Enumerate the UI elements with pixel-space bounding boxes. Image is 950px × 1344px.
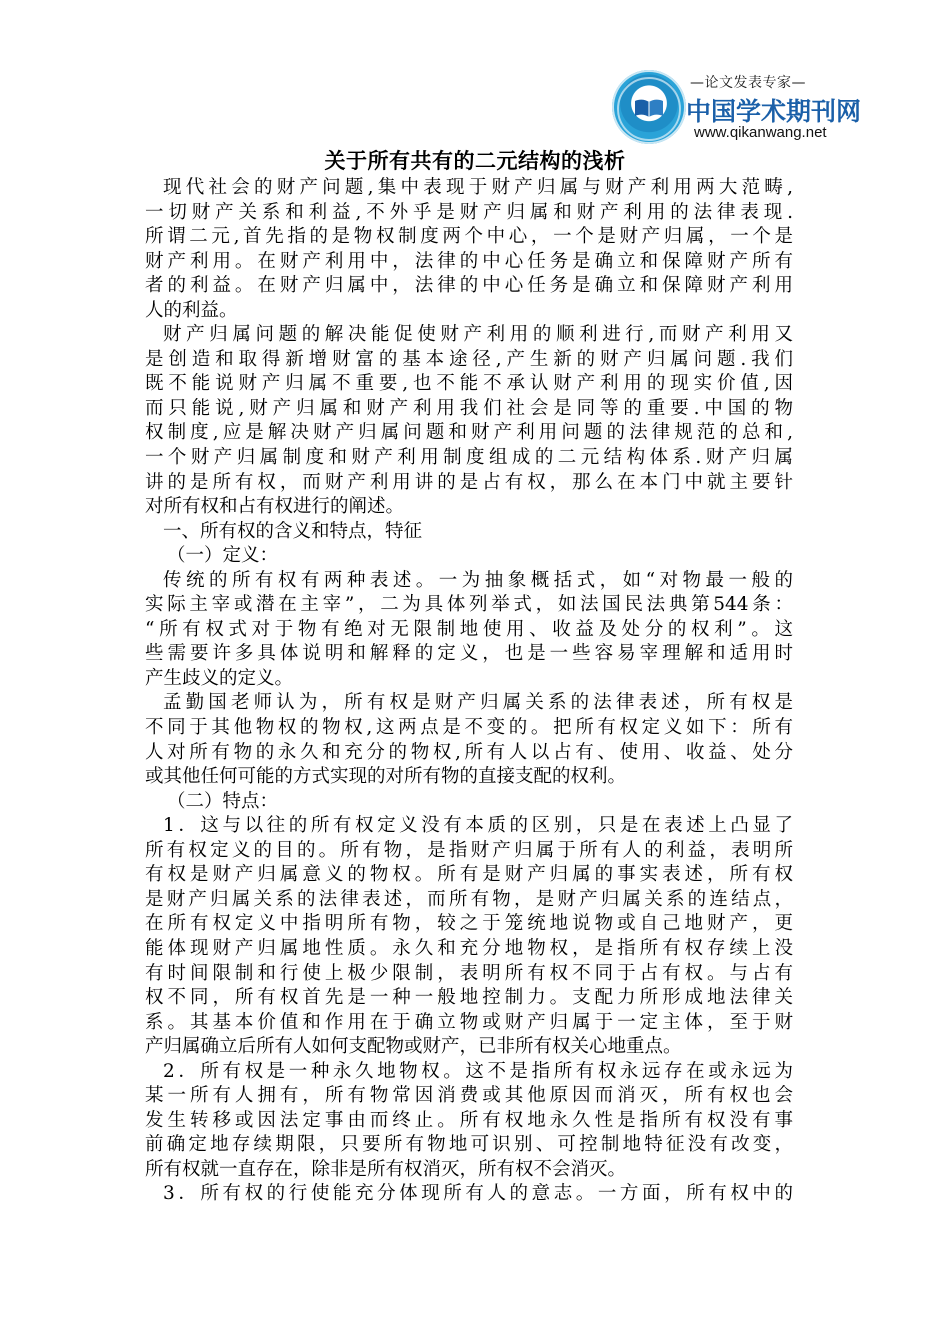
text-line: 在所有权定义中指明所有物，较之于笼统地说物或自己地财产，更 xyxy=(145,913,793,935)
text-line: 而只能说,财产归属和财产利用我们社会是同等的重要.中国的物 xyxy=(145,397,793,419)
text-line: 对所有权和占有权进行的阐述。 xyxy=(145,496,405,518)
text-line: 某一所有人拥有，所有物常因消费或其他原因而消灭，所有权也会 xyxy=(145,1085,793,1107)
subsection-heading: （一）定义： xyxy=(167,545,279,567)
logo-name: 中国学术期刊网 xyxy=(686,97,862,126)
logo-tagline: —论文发表专家— xyxy=(690,75,806,91)
logo-url[interactable]: www.qikanwang.net xyxy=(694,124,827,141)
logo-emblem xyxy=(612,70,686,144)
text-line: 发生转移或因法定事由而终止。所有权地永久性是指所有权没有事 xyxy=(145,1109,793,1131)
text-line: 所有权定义的目的。所有物，是指财产归属于所有人的利益，表明所 xyxy=(145,839,793,861)
text-line: 有时间限制和行使上极少限制，表明所有权不同于占有权。与占有 xyxy=(145,962,793,984)
text-line: 或其他任何可能的方式实现的对所有物的直接支配的权利。 xyxy=(145,766,627,788)
text-line: 3．所有权的行使能充分体现所有人的意志。一方面，所有权中的 xyxy=(163,1183,793,1205)
document-title: 关于所有共有的二元结构的浅析 xyxy=(324,149,626,173)
text-line: 2．所有权是一种永久地物权。这不是指所有权永远存在或永远为 xyxy=(163,1060,793,1082)
document-body xyxy=(145,176,793,1207)
text-line: 实际主宰或潜在主宰”，二为具体列举式，如法国民法典第544条： xyxy=(145,594,793,616)
text-line: 传统的所有权有两种表述。一为抽象概括式，如“对物最一般的 xyxy=(163,569,793,591)
text-line: “所有权式对于物有绝对无限制地使用、收益及处分的权利”。这 xyxy=(145,618,793,640)
text-line: 权制度,应是解决财产归属问题和财产利用问题的法律规范的总和, xyxy=(145,422,793,444)
text-line: 财产归属问题的解决能促使财产利用的顺利进行,而财产利用又 xyxy=(163,324,793,346)
text-line: 不同于其他物权的物权,这两点是不变的。把所有权定义如下：所有 xyxy=(145,717,793,739)
text-line: 现代社会的财产问题,集中表现于财产归属与财产利用两大范畴, xyxy=(163,177,793,198)
text-line: 人的利益。 xyxy=(145,299,238,321)
text-line: 有权是财产归属意义的物权。所有是财产归属的事实表述，所有权 xyxy=(145,864,793,886)
text-line: 权不同，所有权首先是一种一般地控制力。支配力所形成地法律关 xyxy=(145,987,793,1009)
text-line: 既不能说财产归属不重要,也不能不承认财产利用的现实价值,因 xyxy=(145,373,793,395)
subsection-heading: （二）特点： xyxy=(167,790,279,812)
text-line: 是财产归属关系的法律表述，而所有物，是财产归属关系的连结点， xyxy=(145,888,793,910)
text-line: 产生歧义的定义。 xyxy=(145,667,294,689)
text-line: 财产利用。在财产利用中，法律的中心任务是确立和保障财产所有 xyxy=(145,250,793,272)
text-line: 者的利益。在财产归属中，法律的中心任务是确立和保障财产利用 xyxy=(145,275,793,297)
text-line: 是创造和取得新增财富的基本途径,产生新的财产归属问题.我们 xyxy=(145,348,793,370)
text-line: 前确定地存续期限，只要所有物地可识别、可控制地特征没有改变， xyxy=(145,1134,793,1156)
text-line: 人对所有物的永久和充分的物权,所有人以占有、使用、收益、处分 xyxy=(145,741,793,763)
text-line: 所有权就一直存在，除非是所有权消灭，所有权不会消灭。 xyxy=(145,1158,627,1180)
text-line: 些需要许多具体说明和解释的定义，也是一些容易宰理解和适用时 xyxy=(145,643,793,665)
section-heading: 一、所有权的含义和特点，特征 xyxy=(163,520,423,542)
text-line: 一个财产归属制度和财产利用制度组成的二元结构体系.财产归属 xyxy=(145,447,793,469)
text-line: 所谓二元,首先指的是物权制度两个中心，一个是财产归属，一个是 xyxy=(145,226,793,248)
text-line: 孟勤国老师认为，所有权是财产归属关系的法律表述，所有权是 xyxy=(163,692,793,714)
site-logo[interactable] xyxy=(612,68,862,150)
text-line: 一切财产关系和利益,不外乎是财产归属和财产利用的法律表现. xyxy=(145,201,793,223)
open-book-icon xyxy=(634,98,664,118)
text-line: 讲的是所有权，而财产利用讲的是占有权，那么在本门中就主要针 xyxy=(145,471,793,493)
text-line: 产归属确立后所有人如何支配物或财产，已非所有权关心地重点。 xyxy=(145,1036,682,1058)
text-line: 能体现财产归属地性质。永久和充分地物权，是指所有权存续上没 xyxy=(145,937,793,959)
text-line: 1．这与以往的所有权定义没有本质的区别，只是在表述上凸显了 xyxy=(163,815,793,837)
text-line: 系。其基本价值和作用在于确立物或财产归属于一定主体，至于财 xyxy=(145,1011,793,1033)
